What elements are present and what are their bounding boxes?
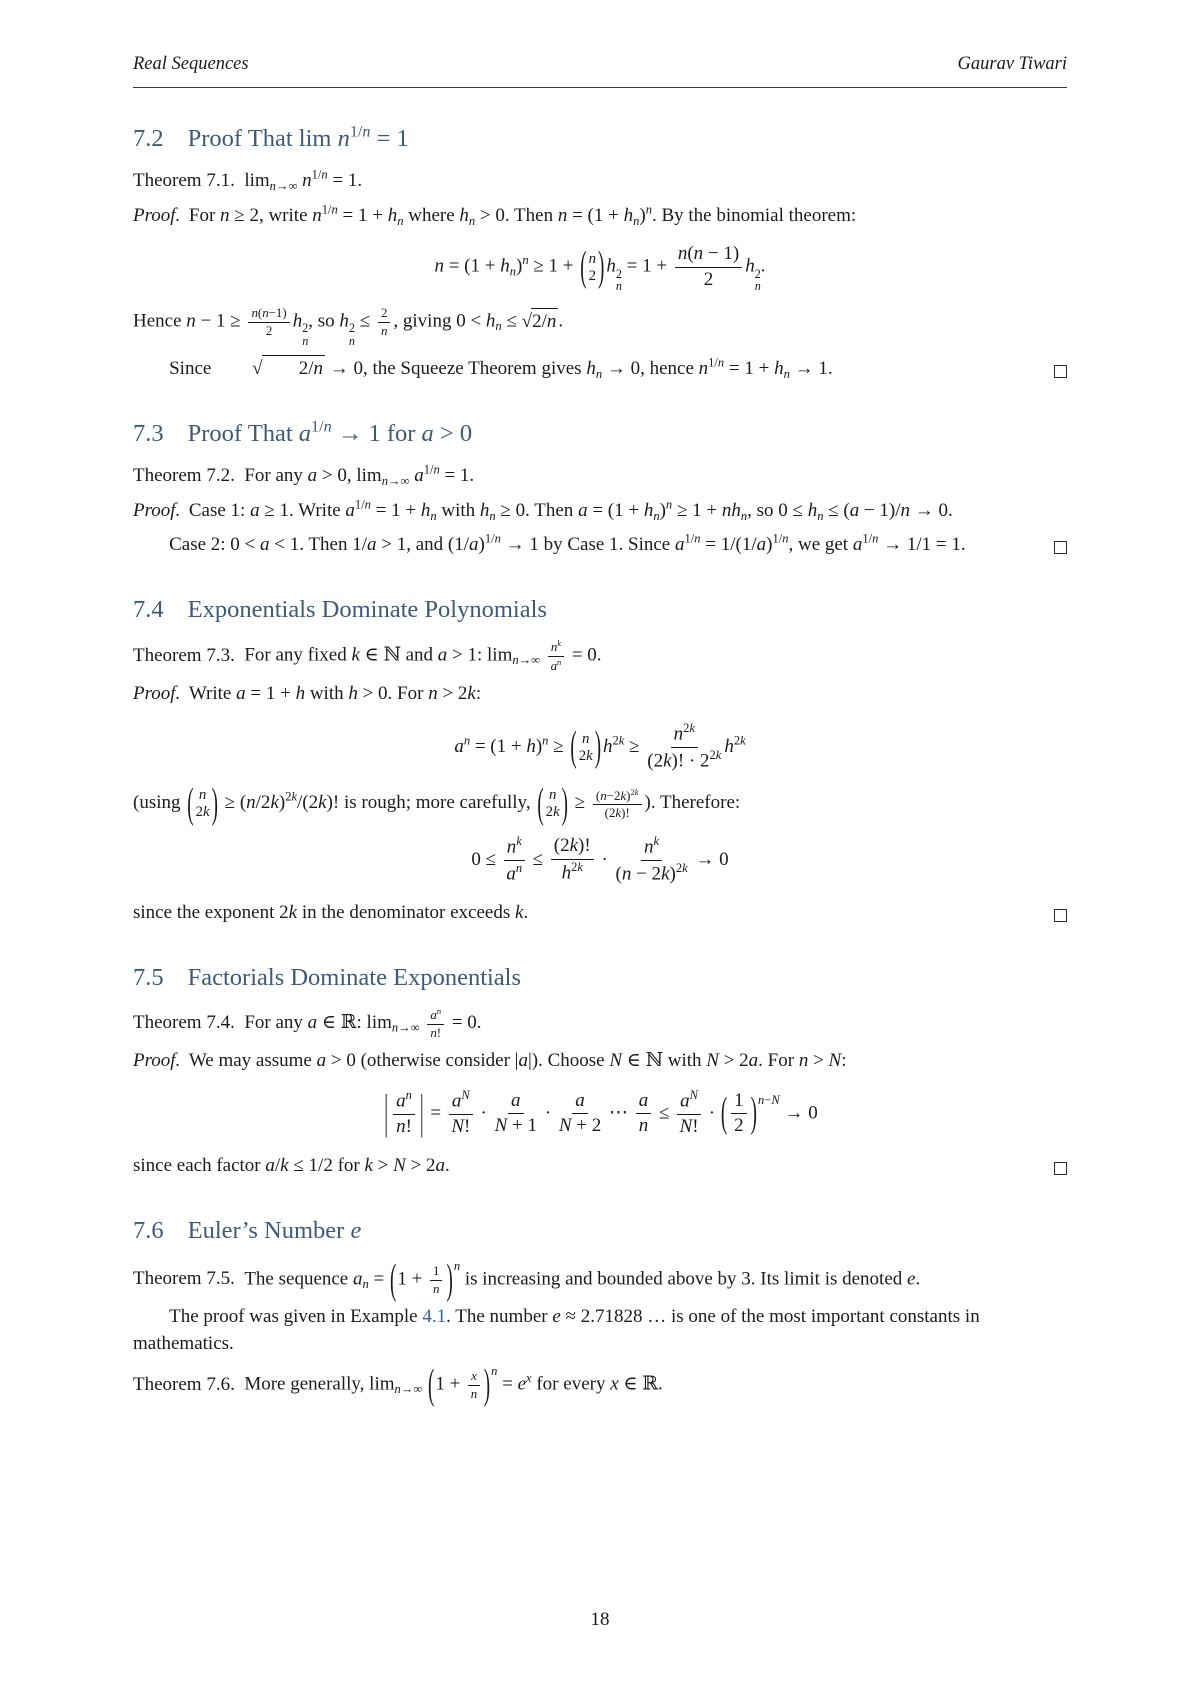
section-7-4 [133,595,1067,927]
theorem-7-2: Theorem 7.2. For any a > 0, limn→∞ $a^{1/n} = 1$. [133,462,475,488]
section-number: 7.4 [133,595,164,623]
section-title: Proof That $a^{1/n} \to 1$ for a > 0 [187,417,473,447]
proof-7-3-intro: Proof. Write a = 1 + h with h > 0. For n > 2k: [133,683,482,705]
page-header [133,52,1067,88]
equation-exponential-bound: $a^n = (1 + h)^n$ ≥ ( n 2k ) $h^{2k}$ ≥ $\frac{n^{2k}}{(2k)! \cdot 2^{2k}}$ $h^{2k}$ [454,720,746,772]
qed-box [1054,1162,1067,1175]
section-heading-7-2 [133,124,1067,153]
section-title: Exponentials Dominate Polynomials [187,595,547,623]
proof-text: since each factor a/k ≤ 1/2 for k > N > 2a. [133,1155,450,1177]
cross-reference-link[interactable]: 4.1 [422,1306,447,1328]
section-title: Factorials Dominate Exponentials [187,963,522,991]
section-heading-7-6 [133,1216,1067,1245]
equation-factorial-bound: | $\frac{a^n}{n!}$ | = $\frac{a^N}{N!}$ · $\frac{a}{N + 1}$ · $\frac{a}{N + 2}$ ⋯ $\frac{a}{n}$ ≤ $\frac{a^N}{N!}$ · ( $\frac{1}{2}$ ) $^{n-N}$ → 0 [384,1087,818,1141]
section-number: 7.6 [133,1216,164,1244]
section-number: 7.3 [133,419,164,447]
section-heading-7-4 [133,595,1067,624]
proof-7-3-remark: (using ( n 2k ) ≥ $(n/2k)^{2k}/(2k)$! is rough; more carefully, ( n 2k ) ≥ $\frac{(n-2k)^{2k}}{(2k)!}$ ). Therefore: [133,780,741,828]
theorem-7-4: Theorem 7.4. For any a ∈ ℝ: limn→∞ $\frac{a^n}{n!}$ = 0. [133,1006,482,1040]
section-number: 7.2 [133,124,164,152]
qed-box [1054,909,1067,922]
theorem-7-3: Theorem 7.3. For any fixed k ∈ ℕ and a > 1: limn→∞ $\frac{n^k}{a^n}$ = 0. [133,638,602,673]
section-7-2 [133,124,1067,383]
section-title: Euler’s Number e [187,1216,362,1244]
proof-text: Case 2: 0 < a < 1. Then 1/a > 1, and $(1/a)^{1/n} \to 1$ by Case 1. Since $a^{1/n} = 1/(1/a)^{1/n}$, we get $a^{1/n} \to 1/1 = 1$. [169,531,966,556]
proof-7-2-case2 [133,532,1067,559]
section-number: 7.5 [133,963,164,991]
proof-text: Since √ 2/n → 0, the Squeeze Theorem gives hn → 0, hence $n^{1/n} = 1$ + hn → 1. [169,355,833,381]
proof-7-1-intro: Proof. For n ≥ 2, write $n^{1/n} = 1$ + hn where hn > 0. Then n = (1 + hn)$^n$. By the binomial theorem: [133,202,857,228]
proof-7-3-conclusion [133,900,1067,927]
proof-7-1-conclusion [133,355,1067,383]
section-heading-7-5 [133,963,1067,992]
header-right-author: Gaurav Tiwari [957,54,1067,74]
section-7-6 [133,1216,1067,1409]
section-7-5 [133,963,1067,1180]
section-heading-7-3 [133,419,1067,448]
proof-text: since the exponent 2k in the denominator exceeds k. [133,902,529,924]
section-title: Proof That $\lim n^{1/n} = 1$ [187,123,409,152]
section-7-3 [133,419,1067,559]
page-number: 18 [590,1609,610,1631]
proof-7-4-intro: Proof. We may assume a > 0 (otherwise consider |a|). Choose N ∈ ℕ with N > 2a. For n > N: [133,1050,847,1072]
qed-box [1054,365,1067,378]
proof-7-2-case1: Proof. Case 1: a ≥ 1. Write $a^{1/n} = 1$ + hn with hn ≥ 0. Then a = (1 + hn)$^n$ ≥ 1 + nhn, so 0 ≤ hn ≤ (a − 1)/n → 0. [133,497,953,523]
euler-remark: The proof was given in Example 4.1. The number e ≈ 2.71828 … is one of the most important constants in mathematics. [133,1306,980,1354]
proof-7-1-hence: Hence n − 1 ≥ $\frac{n(n-1)}{2}$ h 2 n , so h 2 n ≤ $\frac{2}{n}$ , giving 0 < hn ≤ √ 2/n . [133,305,564,348]
proof-7-4-conclusion [133,1153,1067,1180]
qed-box [1054,541,1067,554]
theorem-7-6: Theorem 7.6. More generally, limn→∞ ( 1 + $\frac{x}{n}$ ) $^n = e^x$ for every x ∈ ℝ. [133,1361,663,1409]
header-left-title: Real Sequences [133,54,249,74]
theorem-7-1: Theorem 7.1. limn→∞ $n^{1/n} = 1$. [133,167,363,194]
theorem-7-5: Theorem 7.5. The sequence an = ( 1 + $\frac{1}{n}$ ) $^n$ is increasing and bounded above by 3. Its limit is denoted e. [133,1256,921,1304]
equation-binomial-bound: n = (1 + hn)$^n$ ≥ 1 + ( n 2 ) h 2 n = 1 + $\frac{n(n - 1)}{2}$ h 2 n . [434,243,766,293]
equation-squeeze-bound: 0 ≤ $\frac{n^k}{a^n}$ ≤ $\frac{(2k)!}{h^{2k}}$ · $\frac{n^k}{(n - 2k)^{2k}}$ → 0 [471,833,729,885]
